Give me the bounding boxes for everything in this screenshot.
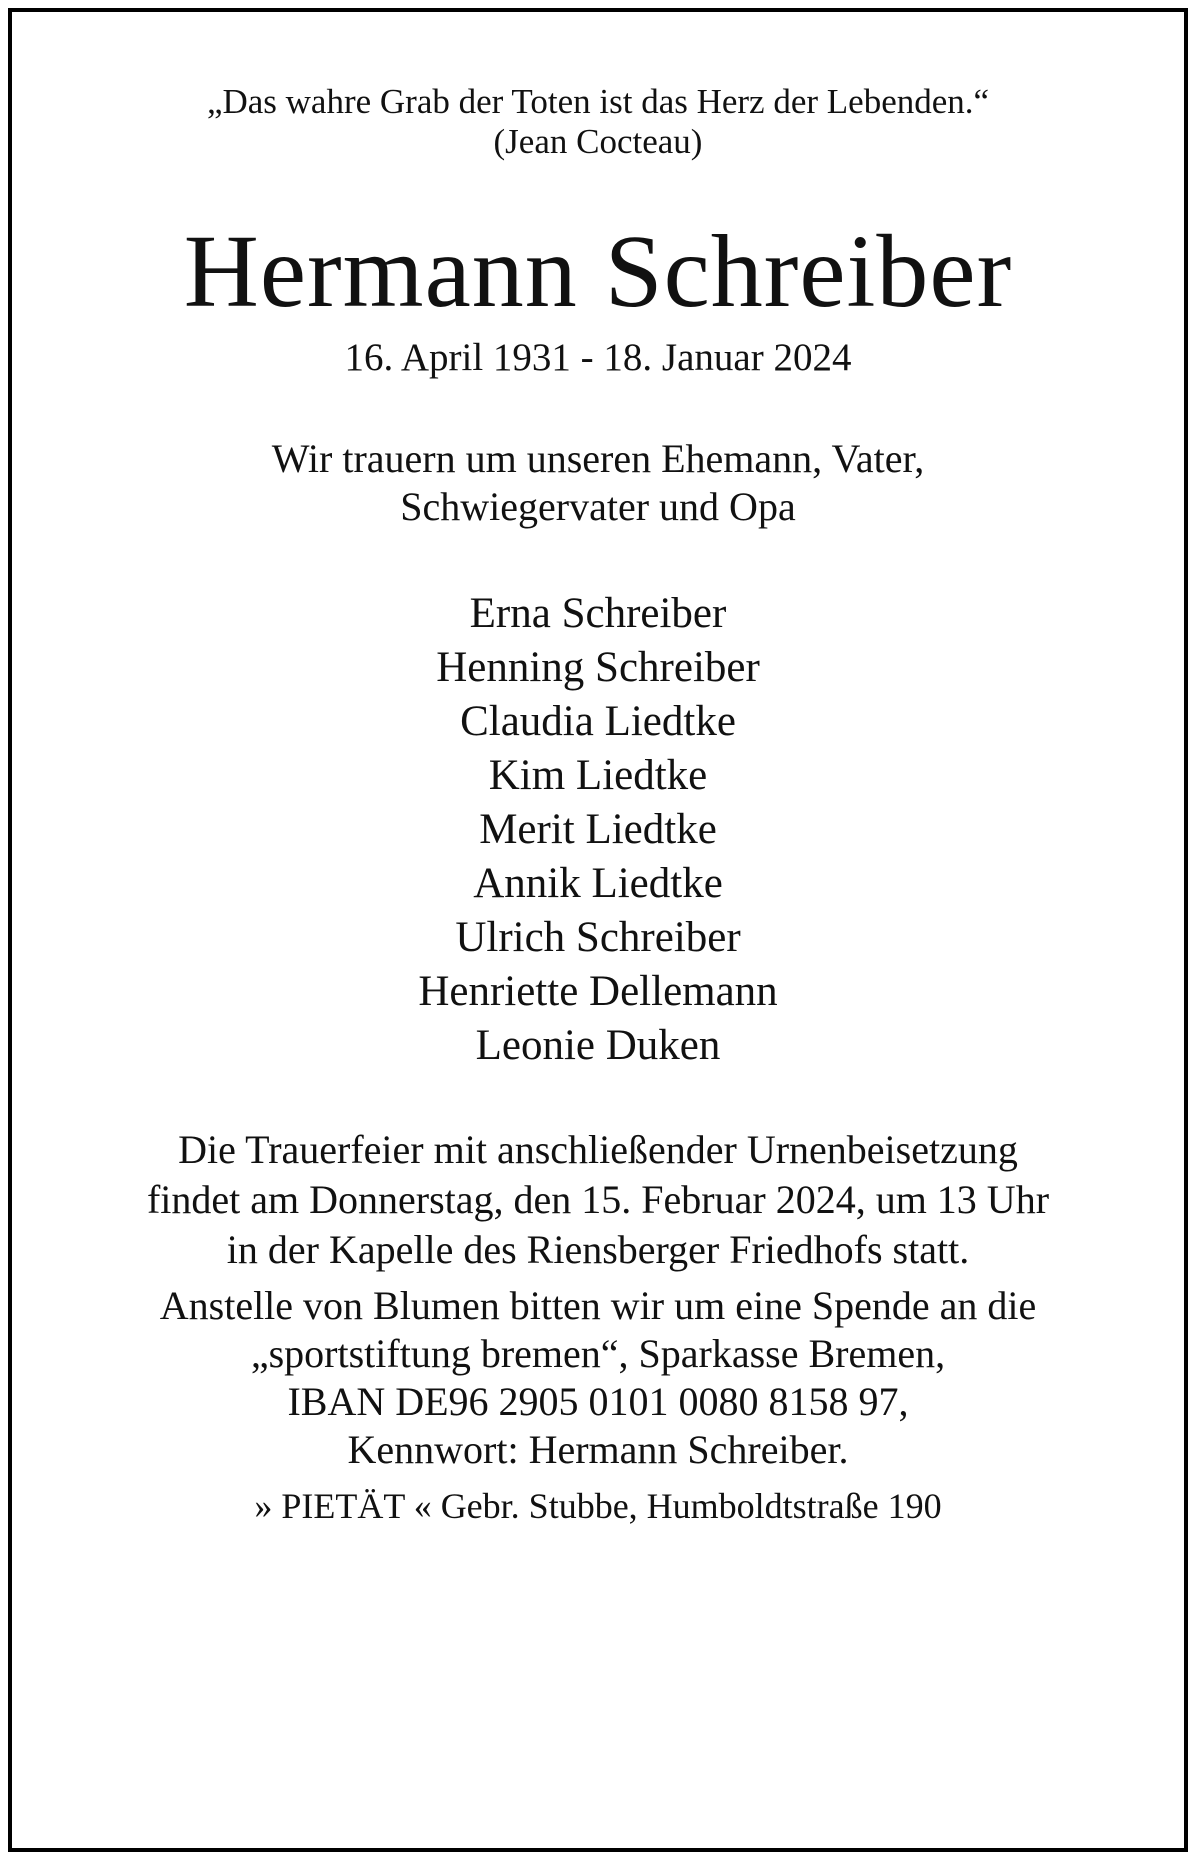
- mourning-intro-line-2: Schwiegervater und Opa: [400, 484, 796, 529]
- quote-text: „Das wahre Grab der Toten ist das Herz der Lebenden.“: [206, 82, 990, 121]
- quote-author: (Jean Cocteau): [493, 122, 703, 161]
- donation-line-1: Anstelle von Blumen bitten wir um eine Spende an die: [159, 1283, 1037, 1328]
- family-member: Annik Liedtke: [473, 860, 723, 907]
- family-member: Ulrich Schreiber: [455, 914, 741, 961]
- funeral-home: » PIETÄT « Gebr. Stubbe, Humboldtstraße 190: [254, 1486, 942, 1526]
- ceremony-line-1: Die Trauerfeier mit anschließender Urnenbeisetzung: [178, 1127, 1018, 1172]
- obituary-notice: [8, 8, 1188, 1852]
- family-member: Leonie Duken: [475, 1022, 721, 1069]
- mourning-intro-line-1: Wir trauern um unseren Ehemann, Vater,: [271, 436, 925, 481]
- family-member: Merit Liedtke: [479, 806, 717, 853]
- family-member: Claudia Liedtke: [460, 698, 736, 745]
- family-member: Henriette Dellemann: [418, 968, 778, 1015]
- ceremony-line-3: in der Kapelle des Riensberger Friedhofs statt.: [226, 1227, 970, 1272]
- life-dates: 16. April 1931 - 18. Januar 2024: [344, 336, 852, 379]
- family-member: Erna Schreiber: [469, 590, 727, 637]
- family-member: Henning Schreiber: [436, 644, 760, 691]
- deceased-name: Hermann Schreiber: [183, 214, 1013, 329]
- ceremony-line-2: findet am Donnerstag, den 15. Februar 2024, um 13 Uhr: [146, 1177, 1050, 1222]
- donation-keyword: Kennwort: Hermann Schreiber.: [347, 1427, 849, 1472]
- donation-iban: IBAN DE96 2905 0101 0080 8158 97,: [287, 1379, 909, 1424]
- family-member: Kim Liedtke: [488, 752, 708, 799]
- donation-line-2: „sportstiftung bremen“, Sparkasse Bremen,: [250, 1331, 946, 1376]
